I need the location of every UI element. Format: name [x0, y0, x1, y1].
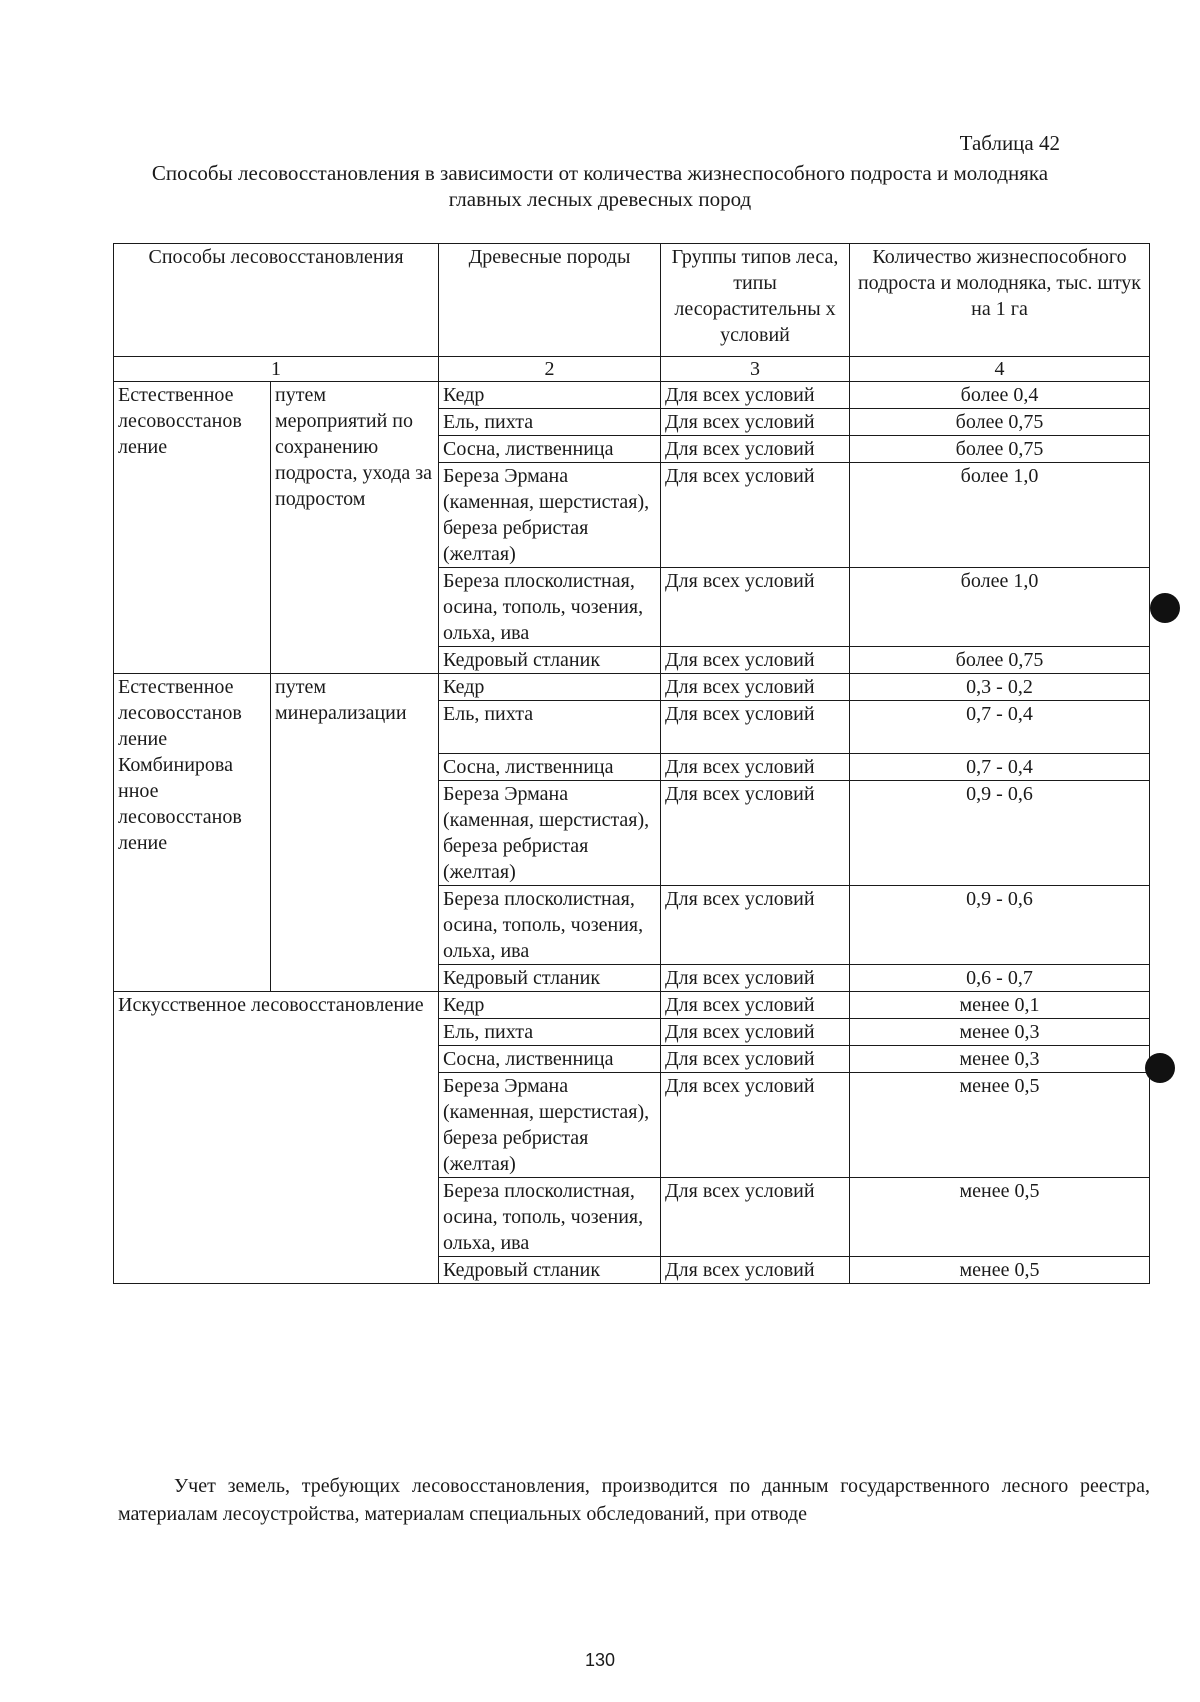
species-cell: Береза плосколистная, осина, тополь, чозения, ольха, ива [439, 886, 661, 965]
condition-cell: Для всех условий [661, 754, 850, 781]
page-number: 130 [584, 1650, 616, 1670]
amount-cell: 0,6 - 0,7 [850, 965, 1150, 992]
table-row [114, 992, 1150, 1019]
amount-cell: 0,3 - 0,2 [850, 674, 1150, 701]
species-cell: Кедр [439, 674, 661, 701]
condition-cell: Для всех условий [661, 647, 850, 674]
species-cell: Кедровый стланик [439, 965, 661, 992]
species-cell: Кедровый стланик [439, 1257, 661, 1284]
amount-cell: 0,9 - 0,6 [850, 886, 1150, 965]
amount-cell: более 0,75 [850, 409, 1150, 436]
binding-hole-mark [1150, 593, 1180, 623]
condition-cell: Для всех условий [661, 568, 850, 647]
body-paragraph: Учет земель, требующих лесовосстановления, производится по данным государственного лесного реестра, материалам лесоустройства, материалам специальных обследований, при отводе [118, 1475, 1150, 1525]
amount-cell: 0,9 - 0,6 [850, 781, 1150, 886]
species-cell: Кедр [439, 382, 661, 409]
condition-cell: Для всех условий [661, 701, 850, 754]
condition-cell: Для всех условий [661, 1257, 850, 1284]
amount-cell: менее 0,5 [850, 1257, 1150, 1284]
condition-cell: Для всех условий [661, 674, 850, 701]
species-cell: Береза Эрмана (каменная, шерстистая), береза ребристая (желтая) [439, 781, 661, 886]
condition-cell: Для всех условий [661, 1019, 850, 1046]
condition-cell: Для всех условий [661, 409, 850, 436]
species-cell: Береза плосколистная, осина, тополь, чозения, ольха, ива [439, 1178, 661, 1257]
species-cell: Ель, пихта [439, 701, 661, 754]
condition-cell: Для всех условий [661, 436, 850, 463]
amount-cell: менее 0,5 [850, 1178, 1150, 1257]
species-cell: Сосна, лиственница [439, 436, 661, 463]
section-submethod: путем мероприятий по сохранению подроста, ухода за подростом [271, 382, 439, 674]
condition-cell: Для всех условий [661, 1178, 850, 1257]
amount-cell: более 1,0 [850, 568, 1150, 647]
table-row [114, 382, 1150, 409]
amount-cell: 0,7 - 0,4 [850, 754, 1150, 781]
condition-cell: Для всех условий [661, 965, 850, 992]
amount-cell: более 1,0 [850, 463, 1150, 568]
column-number: 1 [114, 357, 439, 382]
amount-cell: менее 0,3 [850, 1019, 1150, 1046]
species-cell: Береза Эрмана (каменная, шерстистая), береза ребристая (желтая) [439, 463, 661, 568]
column-number: 3 [661, 357, 850, 382]
binding-hole-mark [1145, 1053, 1175, 1083]
column-number: 4 [850, 357, 1150, 382]
condition-cell: Для всех условий [661, 463, 850, 568]
header-undergrowth-amount: Количество жизнеспособного подроста и молодняка, тыс. штук на 1 га [850, 244, 1150, 357]
table-row [114, 674, 1150, 701]
forest-restoration-table [113, 243, 1150, 1284]
column-number-row [114, 357, 1150, 382]
amount-cell: менее 0,1 [850, 992, 1150, 1019]
species-cell: Сосна, лиственница [439, 1046, 661, 1073]
header-methods: Способы лесовосстановления [114, 244, 439, 357]
species-cell: Ель, пихта [439, 409, 661, 436]
amount-cell: менее 0,3 [850, 1046, 1150, 1073]
condition-cell: Для всех условий [661, 1046, 850, 1073]
amount-cell: более 0,75 [850, 436, 1150, 463]
section-submethod: путем минерализации [271, 674, 439, 992]
species-cell: Береза Эрмана (каменная, шерстистая), береза ребристая (желтая) [439, 1073, 661, 1178]
section-method: Искусственное лесовосстановление [114, 992, 439, 1284]
condition-cell: Для всех условий [661, 382, 850, 409]
species-cell: Кедр [439, 992, 661, 1019]
species-cell: Сосна, лиственница [439, 754, 661, 781]
column-number: 2 [439, 357, 661, 382]
amount-cell: 0,7 - 0,4 [850, 701, 1150, 754]
species-cell: Береза плосколистная, осина, тополь, чозения, ольха, ива [439, 568, 661, 647]
species-cell: Кедровый стланик [439, 647, 661, 674]
condition-cell: Для всех условий [661, 781, 850, 886]
amount-cell: менее 0,5 [850, 1073, 1150, 1178]
amount-cell: более 0,4 [850, 382, 1150, 409]
species-cell: Ель, пихта [439, 1019, 661, 1046]
table-header-row [114, 244, 1150, 357]
header-species: Древесные породы [439, 244, 661, 357]
condition-cell: Для всех условий [661, 1073, 850, 1178]
amount-cell: более 0,75 [850, 647, 1150, 674]
table-label: Таблица 42 [959, 131, 1060, 155]
condition-cell: Для всех условий [661, 992, 850, 1019]
condition-cell: Для всех условий [661, 886, 850, 965]
header-forest-conditions: Группы типов леса, типы лесорастительны х условий [661, 244, 850, 357]
table-title: Способы лесовосстановления в зависимости от количества жизнеспособного подроста и молодняка главных лесных древесных пород [151, 161, 1049, 211]
section-method: Естественное лесовосстанов ление [114, 382, 271, 674]
section-method: Естественное лесовосстанов ление Комбинирова нное лесовосстанов ление [114, 674, 271, 992]
